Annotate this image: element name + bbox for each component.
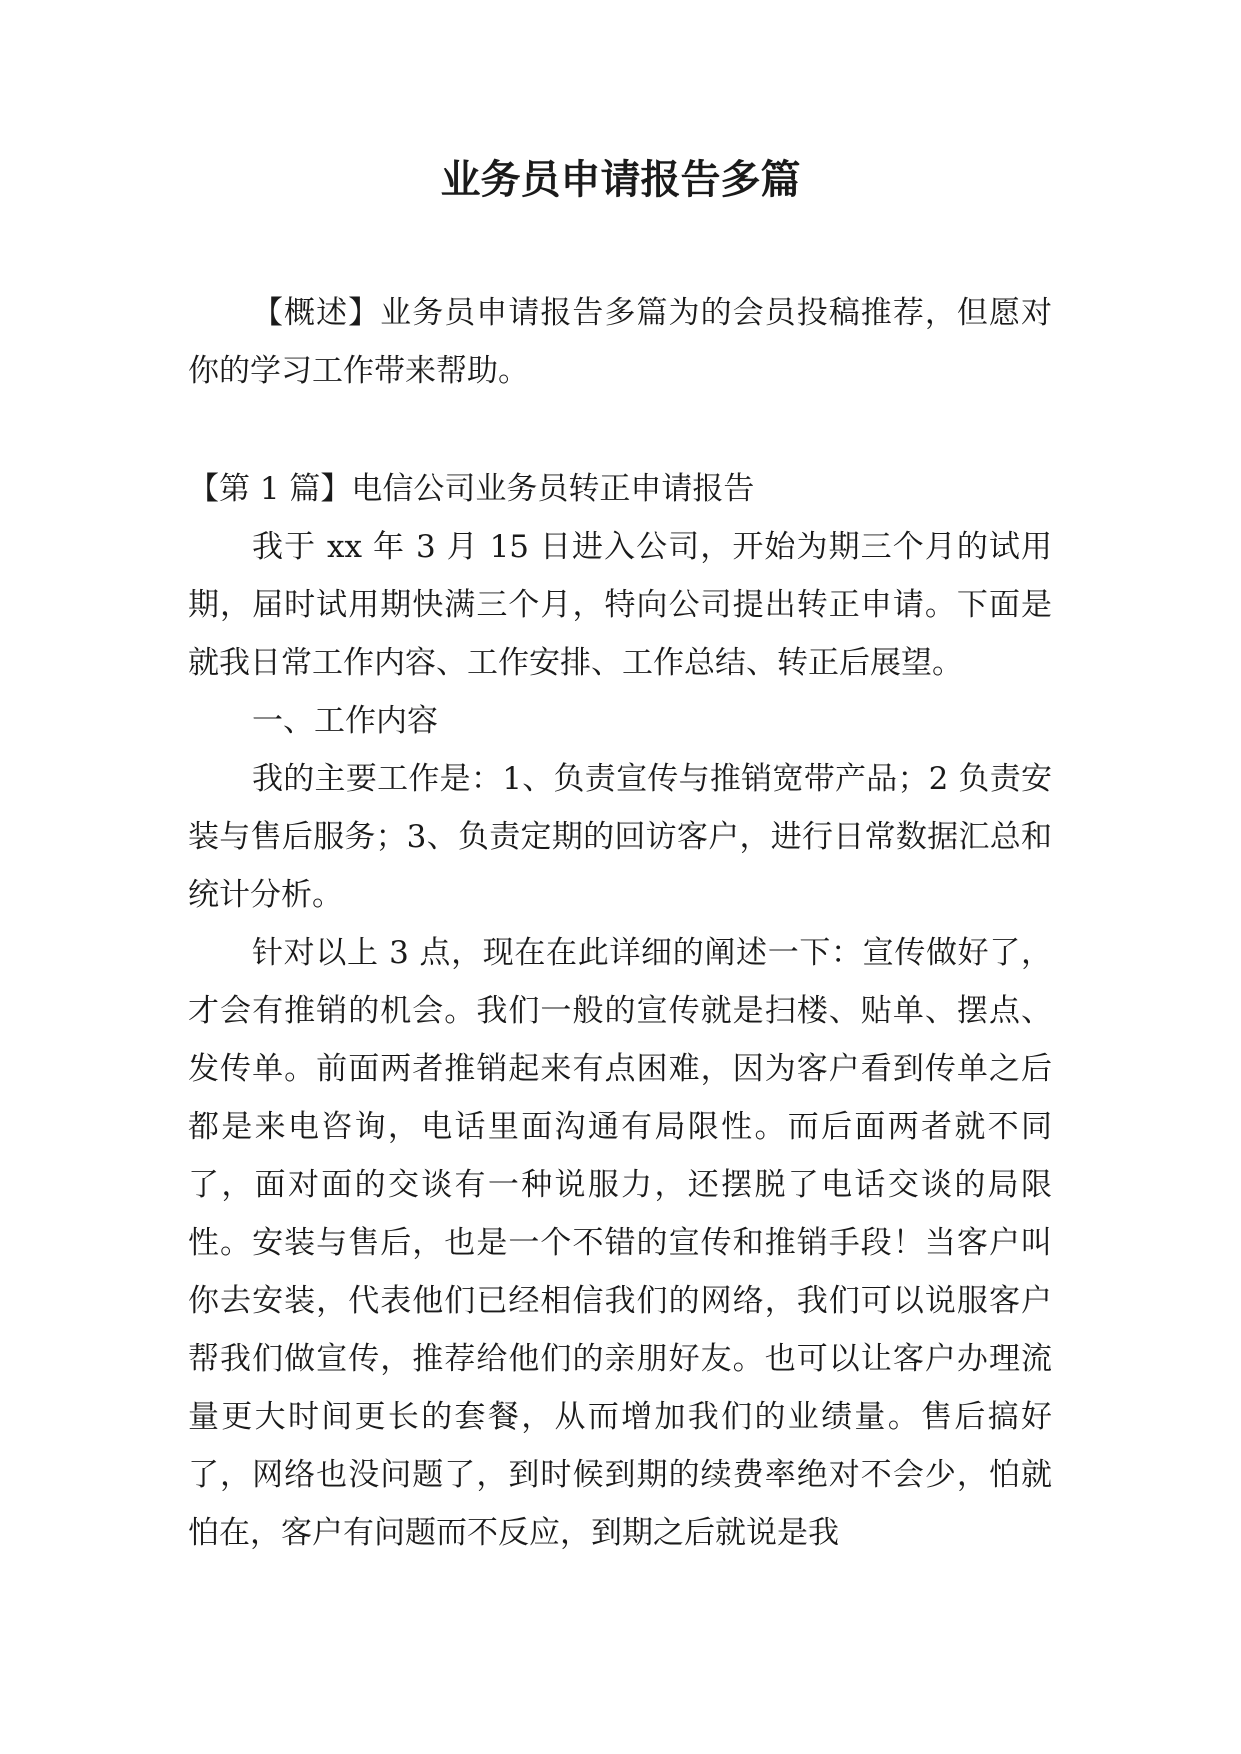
article-body: [188, 460, 1052, 1562]
summary-paragraph: 【概述】业务员申请报告多篇为的会员投稿推荐，但愿对你的学习工作带来帮助。: [188, 295, 1052, 389]
paragraph-main-duties: 我的主要工作是：1、负责宣传与推销宽带产品；2 负责安装与售后服务；3、负责定期的回访客户，进行日常数据汇总和统计分析。: [188, 761, 1052, 913]
document-title: 业务员申请报告多篇: [440, 157, 801, 203]
paragraph-intro: 我于 xx 年 3 月 15 日进入公司，开始为期三个月的试用期，届时试用期快满三个月，特向公司提出转正申请。下面是就我日常工作内容、工作安排、工作总结、转正后展望。: [188, 529, 1052, 681]
paragraph-details: 针对以上 3 点，现在在此详细的阐述一下：宣传做好了，才会有推销的机会。我们一般的宣传就是扫楼、贴单、摆点、发传单。前面两者推销起来有点困难，因为客户看到传单之后都是来电咨询，电话里面沟通有局限性。而后面两者就不同了，面对面的交谈有一种说服力，还摆脱了电话交谈的局限性。安装与售后，也是一个不错的宣传和推销手段！当客户叫你去安装，代表他们已经相信我们的网络，我们可以说服客户帮我们做宣传，推荐给他们的亲朋好友。也可以让客户办理流量更大时间更长的套餐，从而增加我们的业绩量。售后搞好了，网络也没问题了，到时候到期的续费率绝对不会少，怕就怕在，客户有问题而不反应，到期之后就说是我: [188, 935, 1052, 1551]
section-heading-work-content: 一、工作内容: [252, 703, 438, 739]
article-heading: 【第 1 篇】电信公司业务员转正申请报告: [188, 471, 755, 507]
